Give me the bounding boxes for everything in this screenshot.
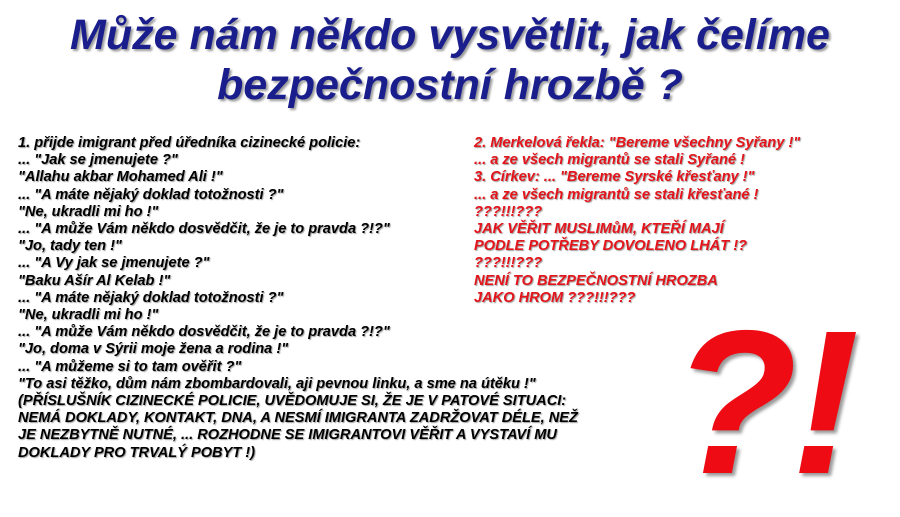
left-text-line: NEMÁ DOKLADY, KONTAKT, DNA, A NESMÍ IMIGRANTA ZADRŽOVAT DÉLE, NEŽ [18, 410, 578, 427]
left-text-line: ... "A může Vám někdo dosvědčit, že je to pravda ?!?" [18, 324, 390, 341]
left-text-line: "Allahu akbar Mohamed Ali !" [18, 169, 223, 186]
left-text-line: "Jo, tady ten !" [18, 238, 122, 255]
right-text-line: JAK VĚŘIT MUSLIMůM, KTEŘÍ MAJÍ [474, 221, 724, 238]
left-text-line: ... "A Vy jak se jmenujete ?" [18, 255, 210, 272]
title-line-2: bezpečnostní hrozbě ? [217, 61, 683, 109]
right-text-line: JAKO HROM ???!!!??? [474, 289, 636, 306]
page-title [0, 10, 900, 110]
right-text-line: ???!!!??? [474, 203, 543, 220]
left-text-line: ... "A máte nějaký doklad totožnosti ?" [18, 289, 284, 306]
right-text-line: 3. Církev: ... "Bereme Syrské křesťany !" [474, 169, 755, 186]
right-text-line: 2. Merkelová řekla: "Bereme všechny Syřany !" [474, 135, 801, 151]
right-text-line: ... a ze všech migrantů se stali křesťané ! [474, 186, 759, 203]
left-text-line: "Ne, ukradli mi ho !" [18, 307, 159, 324]
left-text-line: ... "A může Vám někdo dosvědčit, že je to pravda ?!?" [18, 221, 390, 238]
right-text-line: PODLE POTŘEBY DOVOLENO LHÁT !? [474, 238, 747, 255]
left-text-line: ... "A máte nějaký doklad totožnosti ?" [18, 186, 284, 203]
left-text-line: "Baku Ašír Al Kelab !" [18, 272, 171, 289]
right-text-line: ... a ze všech migrantů se stali Syřané ! [474, 152, 745, 169]
right-text-line: ???!!!??? [474, 255, 543, 272]
left-text-line: 1. přijde imigrant před úředníka cizinecké policie: [18, 135, 361, 151]
left-text-line: "To asi těžko, dům nám zbombardovali, aji pevnou linku, a sme na útěku !" [18, 375, 536, 392]
right-text-line: NENÍ TO BEZPEČNOSTNÍ HROZBA [474, 272, 718, 289]
left-text-line: JE NEZBYTNĚ NUTNÉ, ... ROZHODNE SE IMIGRANTOVI VĚŘIT A VYSTAVÍ MU [18, 427, 557, 444]
left-text-line: (PŘÍSLUŠNÍK CIZINECKÉ POLICIE, UVĚDOMUJE SI, ŽE JE V PATOVÉ SITUACI: [18, 393, 567, 410]
left-text-line: ... "Jak se jmenujete ?" [18, 152, 178, 169]
left-text-line: "Jo, doma v Sýrii moje žena a rodina !" [18, 341, 289, 358]
big-question-exclamation-mark: ?! [672, 288, 854, 517]
right-commentary-column [474, 135, 800, 307]
title-line-1: Může nám někdo vysvětlit, jak čelíme [70, 11, 830, 59]
left-text-line: DOKLADY PRO TRVALÝ POBYT !) [18, 444, 256, 461]
left-text-line: "Ne, ukradli mi ho !" [18, 203, 159, 220]
left-text-line: ... "A můžeme si to tam ověřit ?" [18, 358, 242, 375]
